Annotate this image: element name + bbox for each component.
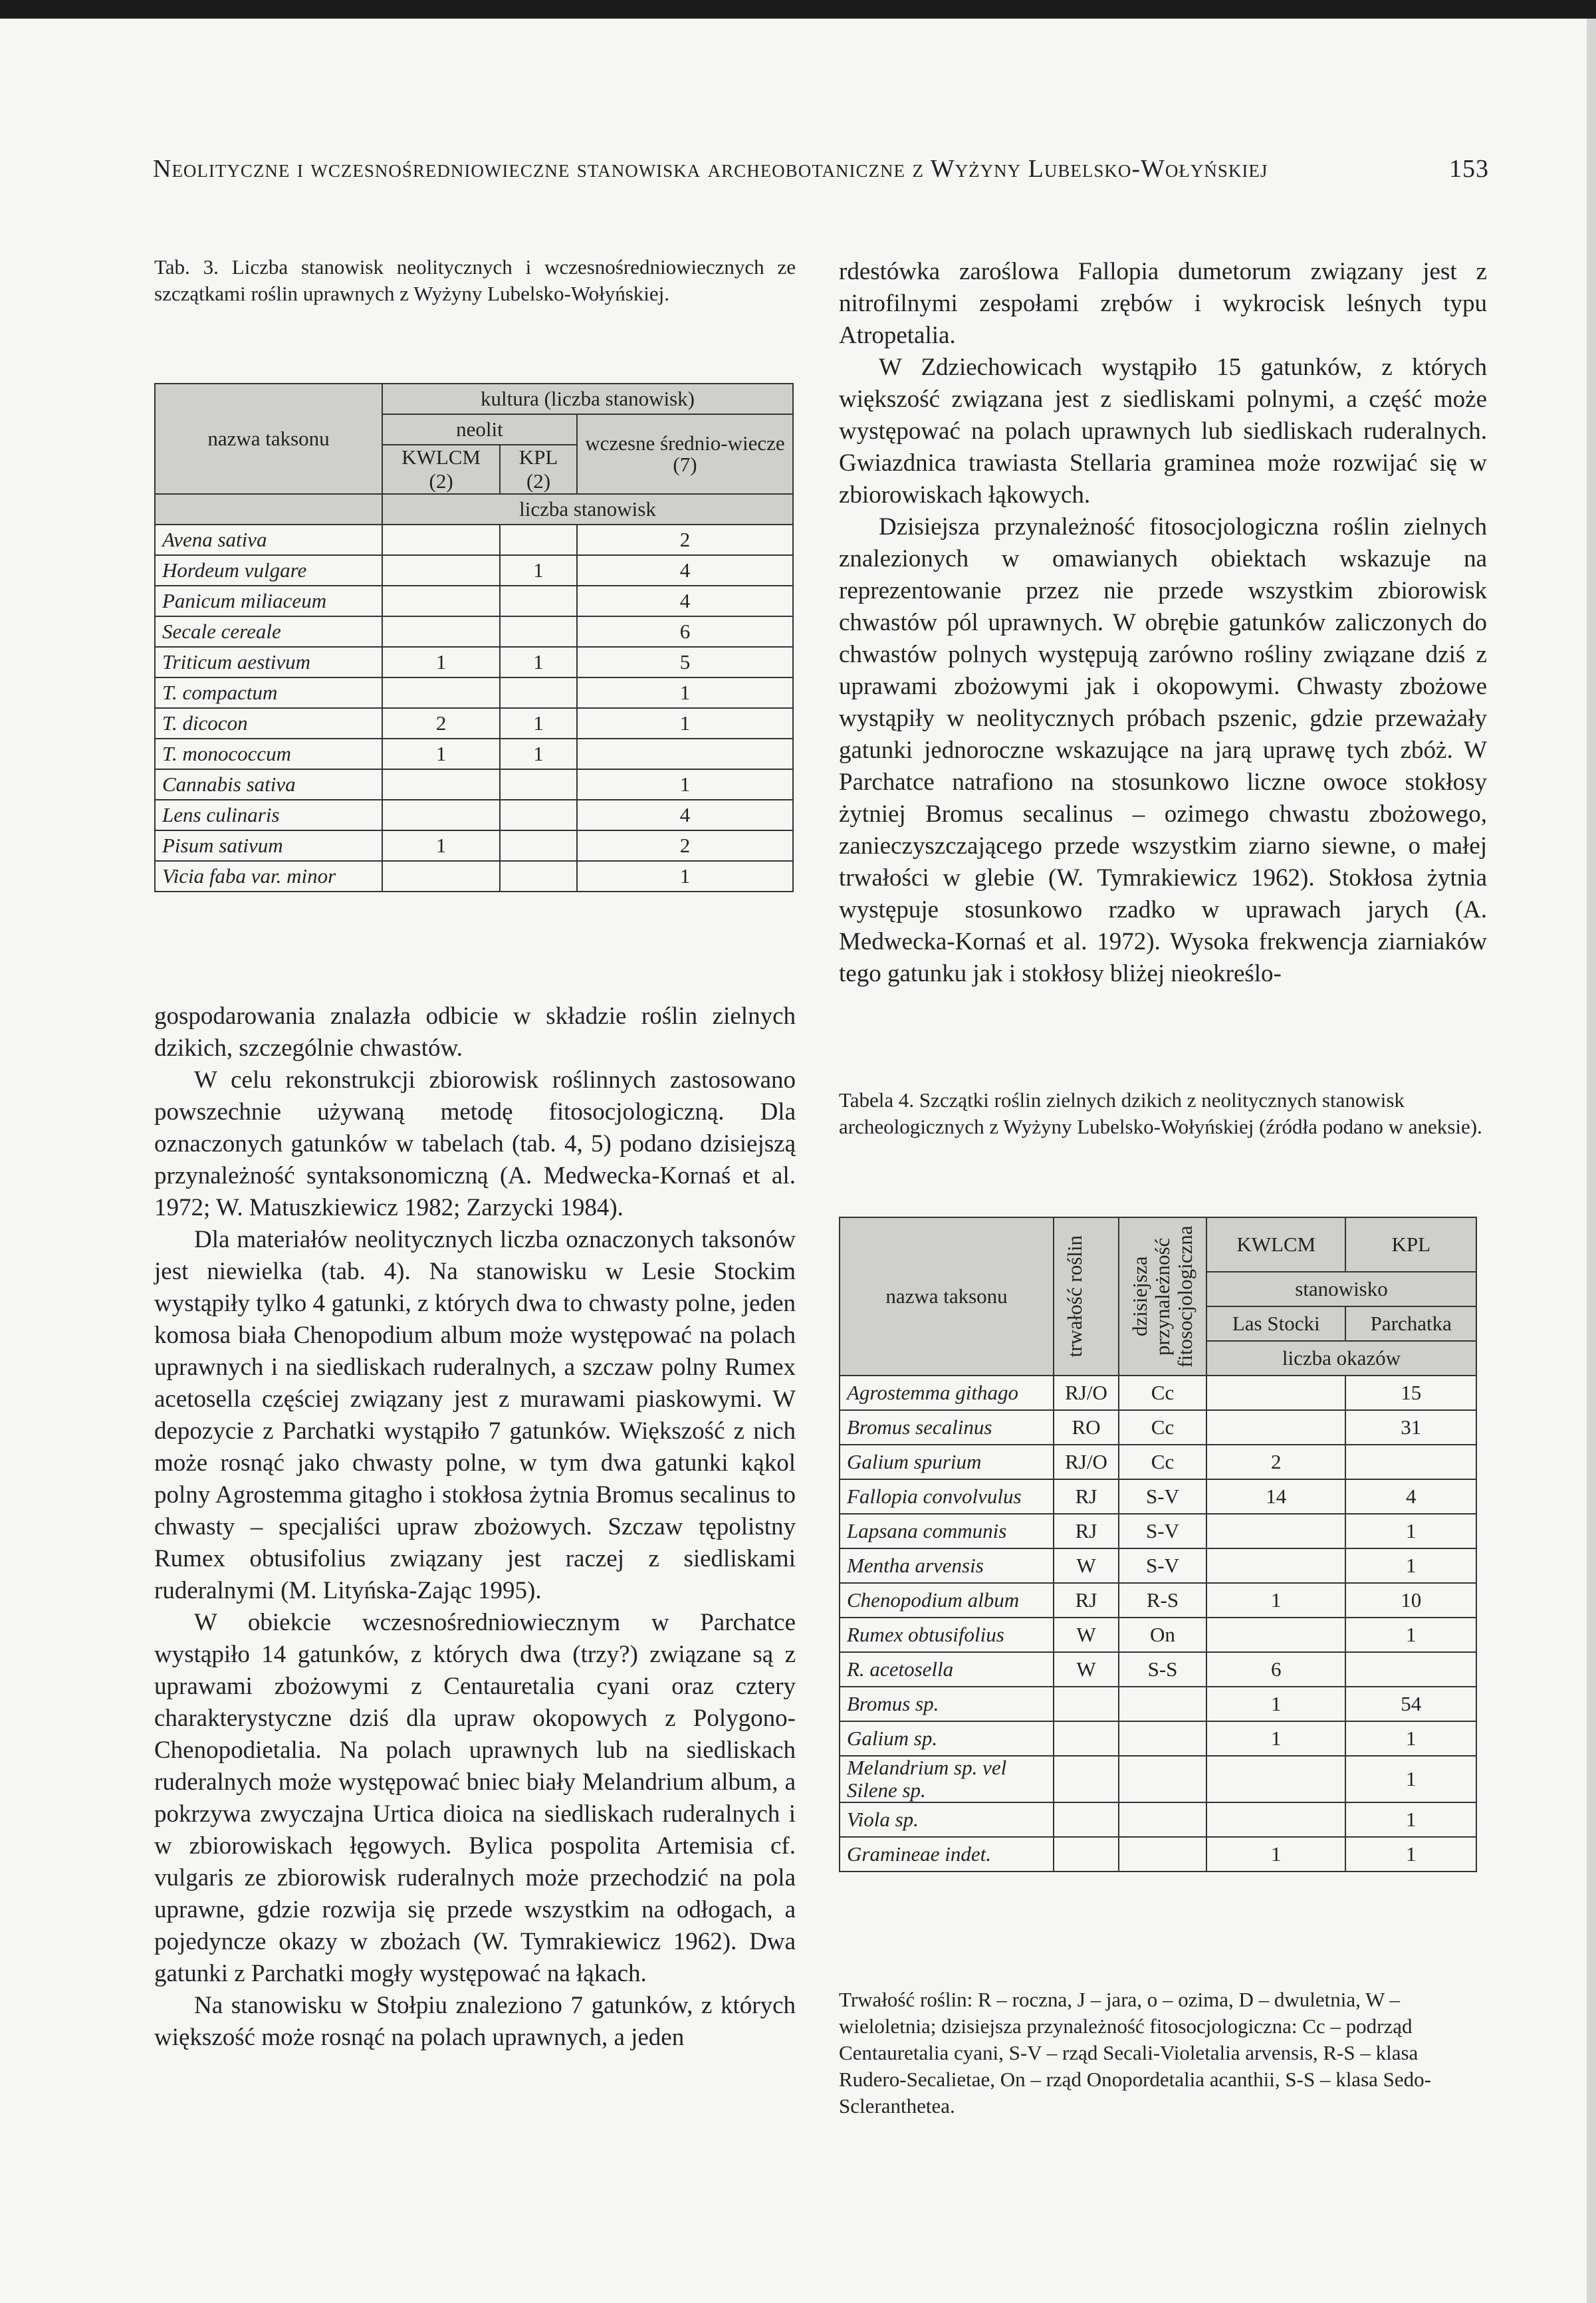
table-row <box>155 739 793 769</box>
t4-taxon: Melandrium sp. vel Silene sp. <box>840 1756 1054 1802</box>
t4-parchatka: 4 <box>1345 1479 1476 1514</box>
table-row <box>155 800 793 830</box>
t3-kpl <box>500 861 577 892</box>
t4-header-kpl: KPL <box>1345 1217 1476 1272</box>
t4-affiliation: On <box>1119 1618 1206 1652</box>
t3-taxon: Lens culinaris <box>155 800 382 830</box>
t4-las-stocki <box>1206 1756 1345 1802</box>
t4-taxon: Galium sp. <box>840 1721 1054 1756</box>
t4-durability: RO <box>1054 1410 1119 1445</box>
t3-taxon: Vicia faba var. minor <box>155 861 382 892</box>
t4-affiliation: R-S <box>1119 1583 1206 1618</box>
table-row <box>840 1583 1476 1618</box>
t3-body <box>155 525 793 892</box>
t4-affiliation: S-S <box>1119 1652 1206 1687</box>
t4-las-stocki: 1 <box>1206 1583 1345 1618</box>
t4-affiliation: Cc <box>1119 1410 1206 1445</box>
right-paragraph: W Zdziechowicach wystąpiło 15 gatunków, z których większość związana jest z siedliskami polnymi, a część może występować na polach uprawnych lub siedliskach ruderalnych. Gwiazdnica trawiasta Stellaria graminea może rozwijać się w zbiorowiskach łąkowych. <box>839 354 1487 509</box>
t4-durability: W <box>1054 1652 1119 1687</box>
t3-taxon: Triticum aestivum <box>155 647 382 677</box>
t4-affiliation: S-V <box>1119 1548 1206 1583</box>
left-paragraph: Na stanowisku w Stołpiu znaleziono 7 gatunków, z których większość może rosnąć na polach uprawnych, a jeden <box>154 1992 796 2051</box>
t3-kwlcm <box>382 861 500 892</box>
t4-header-parchatka: Parchatka <box>1345 1306 1476 1341</box>
t4-durability <box>1054 1687 1119 1721</box>
t4-las-stocki <box>1206 1548 1345 1583</box>
table-row <box>840 1376 1476 1410</box>
t4-durability <box>1054 1802 1119 1837</box>
t3-medieval: 2 <box>577 830 793 861</box>
t4-parchatka: 1 <box>1345 1548 1476 1583</box>
t3-medieval: 1 <box>577 677 793 708</box>
t4-header-las-stocki: Las Stocki <box>1206 1306 1345 1341</box>
t4-las-stocki: 2 <box>1206 1445 1345 1479</box>
table-row <box>840 1548 1476 1583</box>
t4-parchatka: 15 <box>1345 1376 1476 1410</box>
t4-parchatka: 1 <box>1345 1837 1476 1872</box>
table4 <box>839 1217 1477 1872</box>
table-row <box>155 525 793 555</box>
t3-medieval: 1 <box>577 708 793 739</box>
t4-affiliation <box>1119 1756 1206 1802</box>
t4-las-stocki: 1 <box>1206 1687 1345 1721</box>
table-row <box>155 677 793 708</box>
t4-taxon: Gramineae indet. <box>840 1837 1054 1872</box>
t4-durability: RJ/O <box>1054 1445 1119 1479</box>
t3-medieval: 6 <box>577 616 793 647</box>
t4-parchatka <box>1345 1445 1476 1479</box>
table-row <box>840 1514 1476 1548</box>
t3-kwlcm: 1 <box>382 739 500 769</box>
table-row <box>840 1618 1476 1652</box>
t3-header-kwlcm: KWLCM (2) <box>382 445 500 494</box>
t4-parchatka: 1 <box>1345 1618 1476 1652</box>
t4-durability: RJ <box>1054 1479 1119 1514</box>
t4-las-stocki <box>1206 1802 1345 1837</box>
t4-affiliation <box>1119 1721 1206 1756</box>
t4-las-stocki: 1 <box>1206 1721 1345 1756</box>
t4-parchatka <box>1345 1652 1476 1687</box>
t3-kpl <box>500 677 577 708</box>
t3-medieval: 1 <box>577 769 793 800</box>
left-paragraph: Dla materiałów neolitycznych liczba oznaczonych taksonów jest niewielka (tab. 4). Na stanowisku w Lesie Stockim wystąpiły tylko 4 gatunki, z których dwa to chwasty polne, jeden komosa biała Chenopodium album może występować na polach uprawnych i na siedliskach ruderalnych, a szczaw polny Rumex acetosella częściej związany jest z murawami piaskowymi. W depozycie z Parchatki wystąpiło 7 gatunków. Większość z nich może rosnąć jako chwasty polne, w tym dwa gatunki kąkol polny Agrostemma gitagho i stokłosa żytnia Bromus secalinus to chwasty – specjaliści upraw zbożowych. Szczaw tępolistny Rumex obtusifolius związany jest raczej z siedliskami ruderalnymi (M. Lityńska-Zając 1995). <box>154 1226 796 1604</box>
t3-taxon: Hordeum vulgare <box>155 555 382 586</box>
table3 <box>154 383 794 892</box>
t3-medieval: 4 <box>577 555 793 586</box>
t4-durability: RJ <box>1054 1583 1119 1618</box>
table4-caption: Tabela 4. Szczątki roślin zielnych dzikich z neolitycznych stanowisk archeologicznych z Wyżyny Lubelsko-Wołyńskiej (źródła podano w aneksie). <box>839 1088 1482 1138</box>
t3-taxon: T. dicocon <box>155 708 382 739</box>
t4-durability: W <box>1054 1618 1119 1652</box>
t4-affiliation: S-V <box>1119 1479 1206 1514</box>
t3-kwlcm: 1 <box>382 830 500 861</box>
t3-medieval: 1 <box>577 861 793 892</box>
t3-kwlcm <box>382 525 500 555</box>
t3-header-neolit: neolit <box>382 414 577 445</box>
t4-taxon: Chenopodium album <box>840 1583 1054 1618</box>
t4-taxon: Rumex obtusifolius <box>840 1618 1054 1652</box>
t4-las-stocki <box>1206 1410 1345 1445</box>
t4-affiliation: Cc <box>1119 1376 1206 1410</box>
table-row <box>155 708 793 739</box>
left-column-text <box>154 1001 796 2054</box>
table-row <box>155 769 793 800</box>
t4-header-count: liczba okazów <box>1206 1341 1476 1376</box>
t3-kpl <box>500 616 577 647</box>
t3-medieval <box>577 739 793 769</box>
t3-taxon: T. monococcum <box>155 739 382 769</box>
t4-taxon: Fallopia convolvulus <box>840 1479 1054 1514</box>
t4-taxon: Bromus secalinus <box>840 1410 1054 1445</box>
t3-medieval: 4 <box>577 586 793 616</box>
t4-affiliation: S-V <box>1119 1514 1206 1548</box>
t4-taxon: Mentha arvensis <box>840 1548 1054 1583</box>
page-number: 153 <box>1449 155 1489 183</box>
t3-taxon: Pisum sativum <box>155 830 382 861</box>
t3-kpl <box>500 525 577 555</box>
t3-medieval: 5 <box>577 647 793 677</box>
t3-header-blank <box>155 494 382 525</box>
t4-header-durability-cell <box>1054 1217 1119 1376</box>
t4-header-durability: trwałość roślin <box>1063 1235 1086 1358</box>
t4-affiliation: Cc <box>1119 1445 1206 1479</box>
table-row <box>840 1802 1476 1837</box>
table4-footnote: Trwałość roślin: R – roczna, J – jara, o – ozima, D – dwuletnia, W – wieloletnia; dzisiejsza przynależność fitosocjologiczna: Cc – podrząd Centauretalia cyani, S-V – rząd Secali-Violetalia arvensis, R-S – klasa Rudero-Secalietae, On – rząd Onopordetalia acanthii, S-S – klasa Sedo-Scleranthetea. <box>839 1988 1431 2118</box>
t3-header-culture: kultura (liczba stanowisk) <box>382 384 793 414</box>
t4-header-affiliation: dzisiejsza przynależność fitosocjologiczna <box>1128 1225 1197 1368</box>
t3-header-taxon: nazwa taksonu <box>155 384 382 494</box>
t3-header-count: liczba stanowisk <box>382 494 793 525</box>
t4-header-kwlcm: KWLCM <box>1206 1217 1345 1272</box>
table-row <box>840 1652 1476 1687</box>
t3-kwlcm <box>382 800 500 830</box>
t3-kpl: 1 <box>500 708 577 739</box>
table-row <box>155 586 793 616</box>
t4-las-stocki <box>1206 1514 1345 1548</box>
t3-kpl <box>500 830 577 861</box>
t4-parchatka: 1 <box>1345 1514 1476 1548</box>
table-row <box>840 1756 1476 1802</box>
right-paragraph: Dzisiejsza przynależność fitosocjologiczna roślin zielnych znalezionych w omawianych obiektach wskazuje na reprezentowanie przez nie przede wszystkim zbiorowisk chwastów pól uprawnych. W obrębie gatunków zaliczonych do chwastów polnych występują zarówno rośliny związane dziś z uprawami zbożowymi jak i okopowymi. Chwasty zbożowe wystąpiły w neolitycznych próbach pszenic, gdzie przeważały gatunki jednoroczne wskazujące na jarą uprawę tych zbóż. W Parchatce natrafiono na stosunkowo liczne owoce stokłosy żytniej Bromus secalinus – ozimego chwastu zbożowego, zanieczyszczającego przede wszystkim ziarno siewne, o małej trwałości w glebie (W. Tymrakiewicz 1962). Stokłosa żytnia występuje stosunkowo rzadko w uprawach jarych (A. Medwecka-Kornaś et al. 1972). Wysoka frekwencja ziarniaków tego gatunku jak i stokłosy bliżej nieokreślo- <box>839 513 1487 987</box>
t4-affiliation <box>1119 1837 1206 1872</box>
table-row <box>840 1687 1476 1721</box>
t4-header-affiliation-cell <box>1119 1217 1206 1376</box>
table-row <box>155 647 793 677</box>
left-paragraph: W celu rekonstrukcji zbiorowisk roślinnych zastosowano powszechnie używaną metodę fitosocjologiczną. Dla oznaczonych gatunków w tabelach (tab. 4, 5) podano dzisiejszą przynależność syntaksonomiczną (A. Medwecka-Kornaś et al. 1972; W. Matuszkiewicz 1982; Zarzycki 1984). <box>154 1066 796 1221</box>
t3-header-kpl: KPL (2) <box>500 445 577 494</box>
running-head-title: Neolityczne i wczesnośredniowieczne stanowiska archeobotaniczne z Wyżyny Lubelsko-Wołyńskiej <box>153 155 1268 183</box>
t3-kwlcm <box>382 586 500 616</box>
t4-header-taxon: nazwa taksonu <box>840 1217 1054 1376</box>
t4-parchatka: 10 <box>1345 1583 1476 1618</box>
t4-las-stocki <box>1206 1618 1345 1652</box>
t3-kwlcm <box>382 677 500 708</box>
scan-top-border <box>0 0 1596 19</box>
right-column-text <box>839 256 1487 990</box>
t4-taxon: Bromus sp. <box>840 1687 1054 1721</box>
t4-las-stocki: 6 <box>1206 1652 1345 1687</box>
t3-kwlcm <box>382 769 500 800</box>
t4-durability <box>1054 1721 1119 1756</box>
t3-taxon: Panicum miliaceum <box>155 586 382 616</box>
table-row <box>155 830 793 861</box>
running-head <box>153 154 1489 183</box>
t4-durability <box>1054 1837 1119 1872</box>
t3-kpl: 1 <box>500 739 577 769</box>
t4-parchatka: 31 <box>1345 1410 1476 1445</box>
t4-parchatka: 1 <box>1345 1756 1476 1802</box>
table3-caption: Tab. 3. Liczba stanowisk neolitycznych i wczesnośredniowiecznych ze szczątkami roślin uprawnych z Wyżyny Lubelsko-Wołyńskiej. <box>154 255 796 305</box>
t4-header-site: stanowisko <box>1206 1272 1476 1306</box>
t4-taxon: R. acetosella <box>840 1652 1054 1687</box>
t3-taxon: Secale cereale <box>155 616 382 647</box>
t3-medieval: 4 <box>577 800 793 830</box>
t3-taxon: T. compactum <box>155 677 382 708</box>
t3-taxon: Cannabis sativa <box>155 769 382 800</box>
t3-kpl: 1 <box>500 555 577 586</box>
t4-affiliation <box>1119 1802 1206 1837</box>
t3-kwlcm: 1 <box>382 647 500 677</box>
t4-las-stocki <box>1206 1376 1345 1410</box>
t3-kpl <box>500 800 577 830</box>
t3-kwlcm <box>382 616 500 647</box>
t4-parchatka: 1 <box>1345 1721 1476 1756</box>
t3-kpl: 1 <box>500 647 577 677</box>
t4-durability: RJ/O <box>1054 1376 1119 1410</box>
t4-las-stocki: 1 <box>1206 1837 1345 1872</box>
t3-medieval: 2 <box>577 525 793 555</box>
t3-kwlcm <box>382 555 500 586</box>
scan-right-border <box>1587 19 1596 2303</box>
left-paragraph: gospodarowania znalazła odbicie w składzie roślin zielnych dzikich, szczególnie chwastów. <box>154 1003 796 1062</box>
table-row <box>840 1445 1476 1479</box>
t3-header-medieval: wczesne średnio-wiecze (7) <box>577 414 793 494</box>
t4-taxon: Galium spurium <box>840 1445 1054 1479</box>
table-row <box>155 555 793 586</box>
t3-kpl <box>500 769 577 800</box>
t4-durability: W <box>1054 1548 1119 1583</box>
table-row <box>840 1837 1476 1872</box>
t4-taxon: Viola sp. <box>840 1802 1054 1837</box>
t4-durability: RJ <box>1054 1514 1119 1548</box>
table-row <box>840 1479 1476 1514</box>
right-paragraph: rdestówka zaroślowa Fallopia dumetorum związany jest z nitrofilnymi zespołami zrębów i wykrocisk leśnych typu Atropetalia. <box>839 258 1487 349</box>
t4-taxon: Agrostemma githago <box>840 1376 1054 1410</box>
t3-kwlcm: 2 <box>382 708 500 739</box>
table-row <box>155 861 793 892</box>
t4-taxon: Lapsana communis <box>840 1514 1054 1548</box>
t4-las-stocki: 14 <box>1206 1479 1345 1514</box>
t4-durability <box>1054 1756 1119 1802</box>
table-row <box>840 1410 1476 1445</box>
table-row <box>840 1721 1476 1756</box>
table-row <box>155 616 793 647</box>
t4-body <box>840 1376 1476 1872</box>
t3-kpl <box>500 586 577 616</box>
t3-taxon: Avena sativa <box>155 525 382 555</box>
t4-affiliation <box>1119 1687 1206 1721</box>
t4-parchatka: 1 <box>1345 1802 1476 1837</box>
left-paragraph: W obiekcie wczesnośredniowiecznym w Parchatce wystąpiło 14 gatunków, z których dwa (trzy?) związane są z uprawami zbożowymi z Centauretalia cyani oraz cztery charakterystyczne dziś dla upraw okopowych z Polygono-Chenopodietalia. Na polach uprawnych lub na siedliskach ruderalnych może występować bniec biały Melandrium album, a pokrzywa zwyczajna Urtica dioica na siedliskach ruderalnych i w zbiorowiskach łęgowych. Bylica pospolita Artemisia cf. vulgaris ze zbiorowisk ruderalnych może przechodzić na pola uprawne, gdzie rozwija się przede wszystkim na odłogach, a pojedyncze okazy w zbożach (W. Tymrakiewicz 1962). Dwa gatunki z Parchatki mogły występować na łąkach. <box>154 1609 796 1987</box>
t4-parchatka: 54 <box>1345 1687 1476 1721</box>
